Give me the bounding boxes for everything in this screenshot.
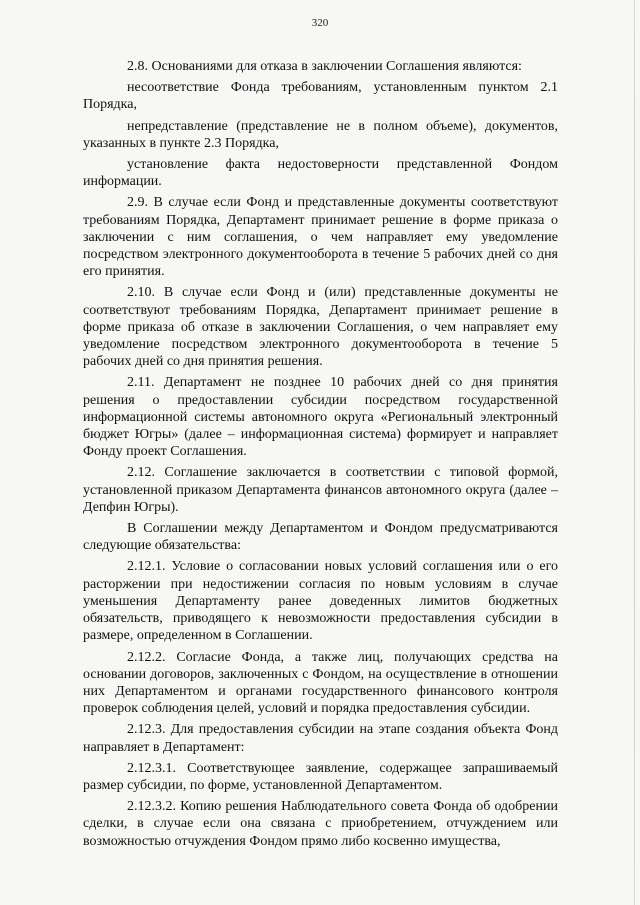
paragraph-reason-2: непредставление (представление не в полном объеме), документов, указанных в пункте 2.3 Порядка, [83,118,558,151]
paragraph-2-9: 2.9. В случае если Фонд и представленные документы соответствуют требованиям Порядка, Департамент принимает решение в форме приказа о заключении с ним соглашения, о чем направляет ему уведомление посредством электронного документооборота в течение 5 рабочих дней со дня его принятия. [83,195,558,280]
page-number: 320 [311,17,329,29]
document-body [83,58,558,854]
scan-edge [634,0,635,905]
paragraph-2-12-2: 2.12.2. Согласие Фонда, а также лиц, получающих средства на основании договоров, заключенных с Фондом, на осуществление в отношении них Департаментом и органами государственного финансового контроля проверок соблюдения целей, условий и порядка предоставления субсидии. [83,649,558,717]
paragraph-obligations: В Соглашении между Департаментом и Фондом предусматриваются следующие обязательства: [83,521,558,554]
paragraph-reason-1: несоответствие Фонда требованиям, установленным пунктом 2.1 Порядка, [83,80,558,113]
paragraph-2-10: 2.10. В случае если Фонд и (или) представленные документы не соответствуют требованиям Порядка, Департамент принимает решение в форме приказа об отказе в заключении Соглашения, о чем направляет ему уведомление посредством электронного документооборота в течение 5 рабочих дней со дня принятия решения. [83,285,558,370]
paragraph-2-12-3: 2.12.3. Для предоставления субсидии на этапе создания объекта Фонд направляет в Департамент: [83,722,558,755]
paragraph-2-11: 2.11. Департамент не позднее 10 рабочих дней со дня принятия решения о предоставлении субсидии посредством государственной информационной системы автономного округа «Региональный электронный бюджет Югры» (далее – информационная система) формирует и направляет Фонду проект Соглашения. [83,375,558,460]
paragraph-2-12: 2.12. Соглашение заключается в соответствии с типовой формой, установленной приказом Департамента финансов автономного округа (далее – Депфин Югры). [83,465,558,515]
paragraph-2-8: 2.8. Основаниями для отказа в заключении Соглашения являются: [127,59,522,74]
paragraph-2-12-3-1: 2.12.3.1. Соответствующее заявление, содержащее запрашиваемый размер субсидии, по форме, установленной Департаментом. [83,760,558,793]
paragraph-2-12-3-2: 2.12.3.2. Копию решения Наблюдательного совета Фонда об одобрении сделки, в случае если она связана с приобретением, отчуждением или возможностью отчуждения Фондом прямо либо косвенно имущества, [83,799,558,849]
paragraph-reason-3: установление факта недостоверности представленной Фондом информации. [83,157,558,190]
paragraph-2-12-1: 2.12.1. Условие о согласовании новых условий соглашения или о его расторжении при недостижении согласия по новым условиям в случае уменьшения Департаменту ранее доведенных лимитов бюджетных обязательств, приводящего к невозможности предоставления субсидии в размере, определенном в Соглашении. [83,559,558,644]
